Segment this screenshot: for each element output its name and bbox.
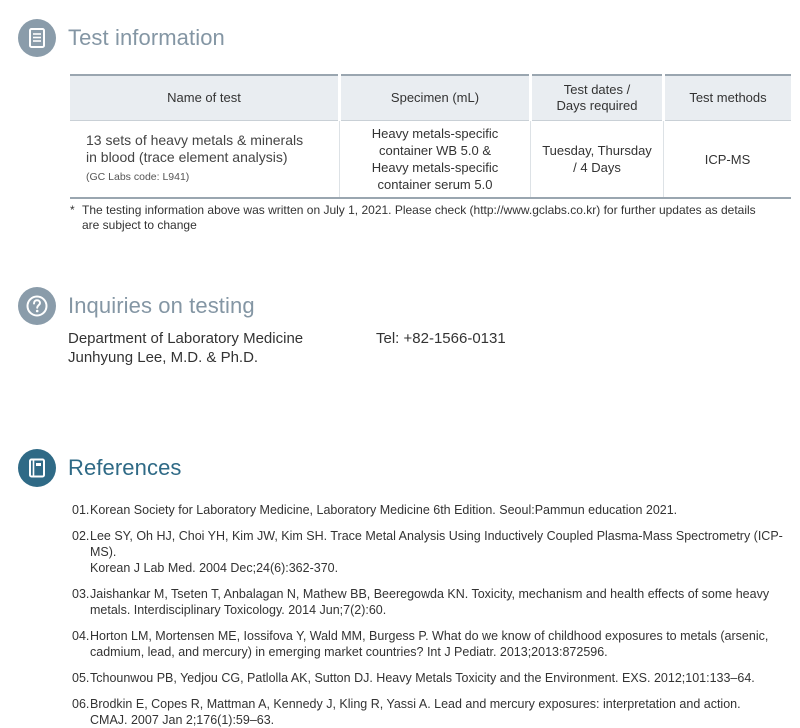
inquiries-title: Inquiries on testing	[68, 293, 255, 318]
reference-text: metals. Interdisciplinary Toxicology. 2014 Jun;7(2):60.	[90, 603, 387, 617]
reference-number: 04.	[72, 629, 90, 643]
reference-text: CMAJ. 2007 Jan 2;176(1):59–63.	[90, 713, 275, 727]
test-information-table	[70, 74, 791, 199]
reference-number: 02.	[72, 529, 90, 543]
inquiries-person: Junhyung Lee, M.D. & Ph.D.	[68, 349, 259, 366]
reference-text: Korean J Lab Med. 2004 Dec;24(6):362-370.	[90, 561, 339, 575]
reference-number: 05.	[72, 671, 90, 685]
cell-test-method: ICP-MS	[664, 121, 792, 199]
reference-number: 06.	[72, 697, 90, 711]
reference-number: 01.	[72, 503, 90, 517]
specimen-line4: container serum 5.0	[377, 177, 493, 192]
note-line1: The testing information above was written on July 1, 2021. Please check (http://www.gclabs.co.kr) for further updates as details	[82, 203, 756, 217]
cell-name-of-test	[70, 121, 340, 199]
dates-line1: Tuesday, Thursday	[542, 143, 652, 158]
inquiries-header	[18, 287, 255, 325]
reference-text: Korean Society for Laboratory Medicine, Laboratory Medicine 6th Edition. Seoul:Pammun education 2021.	[90, 503, 678, 517]
cell-test-dates	[531, 121, 664, 199]
book-icon	[18, 449, 56, 487]
inquiries-tel: Tel: +82-1566-0131	[376, 330, 506, 347]
reference-text: Lee SY, Oh HJ, Choi YH, Kim JW, Kim SH. Trace Metal Analysis Using Inductively Coupled Plasma-Mass Spectrometry (ICP-MS).	[90, 529, 783, 559]
references-title: References	[68, 455, 182, 480]
header-specimen: Specimen (mL)	[340, 75, 531, 121]
reference-item	[72, 586, 792, 618]
question-mark-icon	[18, 287, 56, 325]
reference-item	[72, 628, 792, 660]
dates-line2: / 4 Days	[573, 160, 621, 175]
specimen-line2: container WB 5.0 &	[379, 143, 491, 158]
header-test-methods: Test methods	[664, 75, 792, 121]
header-name-of-test: Name of test	[70, 75, 340, 121]
test-code: (GC Labs code: L941)	[86, 171, 190, 183]
table-header-row	[70, 75, 791, 121]
inquiries-department: Department of Laboratory Medicine	[68, 330, 304, 347]
reference-text: cadmium, lead, and mercury) in emerging market countries? Int J Pediatr. 2013;2013:872596.	[90, 645, 608, 659]
reference-item	[72, 528, 792, 576]
reference-item	[72, 502, 792, 518]
header-test-dates-line2: Days required	[556, 98, 638, 113]
test-name-line2: in blood (trace element analysis)	[86, 149, 288, 165]
update-note	[70, 203, 790, 233]
references-header	[18, 449, 182, 487]
reference-text: Tchounwou PB, Yedjou CG, Patlolla AK, Sutton DJ. Heavy Metals Toxicity and the Environment. EXS. 2012;101:133–64.	[90, 671, 755, 685]
note-line2: are subject to change	[82, 218, 197, 232]
table-row	[70, 121, 791, 199]
test-name-line1: 13 sets of heavy metals & minerals	[86, 132, 304, 148]
test-information-header	[18, 19, 225, 57]
test-information-title: Test information	[68, 25, 225, 50]
reference-text: Brodkin E, Copes R, Mattman A, Kennedy J, Kling R, Yassi A. Lead and mercury exposures: interpretation and action.	[90, 697, 741, 711]
reference-item	[72, 696, 792, 728]
specimen-line3: Heavy metals-specific	[371, 160, 499, 175]
specimen-line1: Heavy metals-specific	[371, 126, 499, 141]
note-asterisk: *	[70, 203, 75, 217]
document-list-icon	[18, 19, 56, 57]
references-list	[72, 502, 792, 728]
reference-number: 03.	[72, 587, 90, 601]
header-test-dates	[531, 75, 664, 121]
header-test-dates-line1: Test dates /	[563, 82, 631, 97]
reference-text: Jaishankar M, Tseten T, Anbalagan N, Mathew BB, Beeregowda KN. Toxicity, mechanism and health effects of some heavy	[90, 587, 770, 601]
cell-specimen	[340, 121, 531, 199]
reference-text: Horton LM, Mortensen ME, Iossifova Y, Wald MM, Burgess P. What do we know of childhood exposures to metals (arsenic,	[90, 629, 769, 643]
reference-item	[72, 670, 792, 686]
